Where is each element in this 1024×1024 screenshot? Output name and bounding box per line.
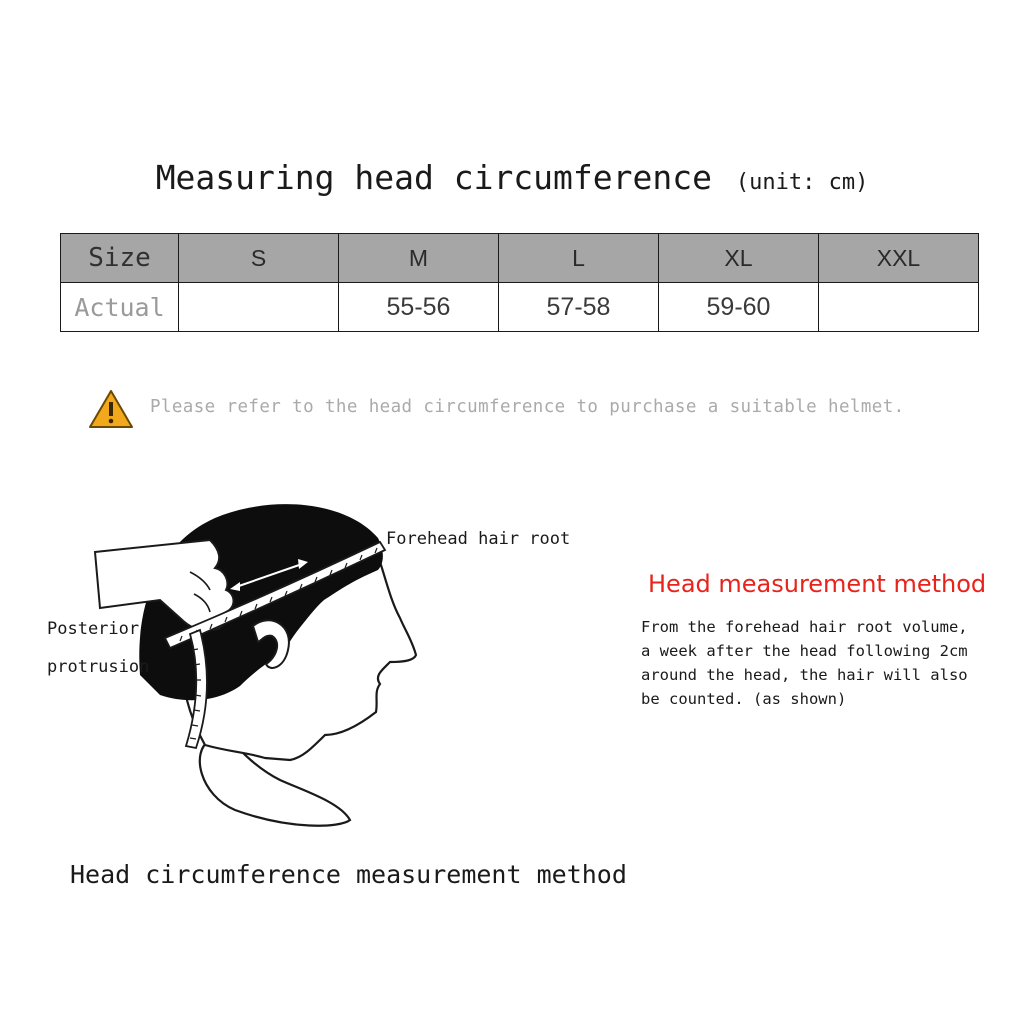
size-cell-xxl: XXL [819, 234, 979, 283]
notice-text: Please refer to the head circumference to purchase a suitable helmet. [150, 397, 905, 417]
warning-icon [88, 388, 134, 430]
title-main: Measuring head circumference [155, 158, 712, 197]
method-line: be counted. (as shown) [641, 690, 847, 708]
page-title [0, 158, 1024, 197]
label-protrusion: protrusion [47, 657, 150, 677]
method-line: From the forehead hair root volume, [641, 618, 968, 636]
actual-cell-xl: 59-60 [659, 283, 819, 332]
size-chart-table [60, 233, 979, 332]
actual-cell-xxl [819, 283, 979, 332]
title-unit: (unit: cm) [735, 170, 869, 195]
size-cell-m: M [339, 234, 499, 283]
method-line: around the head, the hair will also [641, 666, 968, 684]
label-posterior: Posterior [47, 619, 140, 639]
method-line: a week after the head following 2cm [641, 642, 968, 660]
actual-row [61, 283, 979, 332]
label-forehead-hair-root: Forehead hair root [386, 529, 571, 549]
size-cell-xl: XL [659, 234, 819, 283]
method-description [641, 615, 1011, 711]
method-title: Head measurement method [648, 570, 987, 598]
size-cell-l: L [499, 234, 659, 283]
size-header-row [61, 234, 979, 283]
size-cell-s: S [179, 234, 339, 283]
size-row-label: Size [61, 234, 179, 283]
actual-cell-s [179, 283, 339, 332]
actual-cell-l: 57-58 [499, 283, 659, 332]
bottom-caption: Head circumference measurement method [70, 860, 627, 889]
actual-cell-m: 55-56 [339, 283, 499, 332]
actual-row-label: Actual [61, 283, 179, 332]
